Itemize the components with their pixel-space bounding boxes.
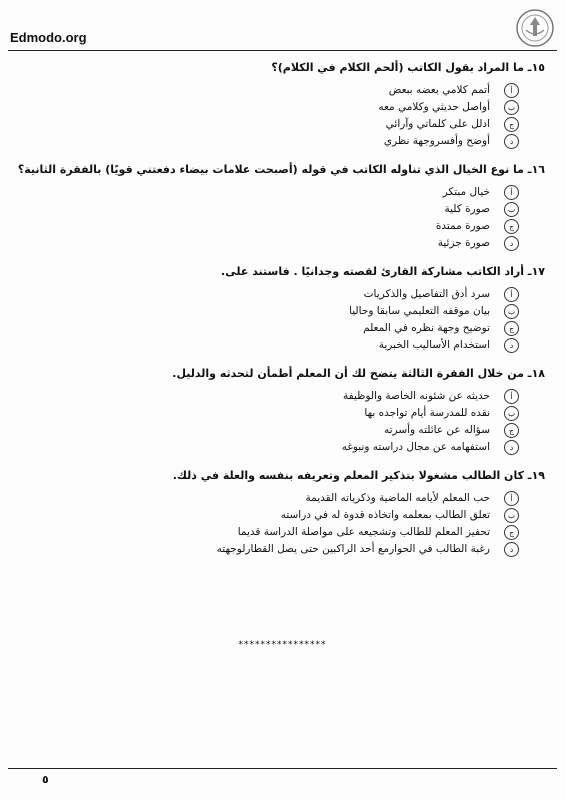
option-text: سؤاله عن عائلته وأسرته <box>383 424 490 436</box>
question <box>20 58 545 150</box>
option-text: استخدام الأساليب الخبرية <box>378 339 490 351</box>
end-separator: **************** <box>238 640 327 650</box>
option[interactable] <box>20 405 519 422</box>
option-letter: ب <box>504 304 519 319</box>
question-title: ١٩ـ كان الطالب مشغولا بتذكير المعلم وتعريفه بنفسه والعلة في ذلك. <box>172 469 545 482</box>
question <box>20 364 545 456</box>
option-text: صورة كلية <box>444 203 490 215</box>
option-letter: ج <box>504 321 519 336</box>
option-letter: أ <box>504 389 519 404</box>
option-letter: ب <box>504 202 519 217</box>
option-letter: ج <box>504 219 519 234</box>
option-text: صورة ممتدة <box>435 220 490 232</box>
question <box>20 262 545 354</box>
option-letter: ج <box>504 525 519 540</box>
option[interactable] <box>20 303 519 320</box>
questions-list <box>17 58 545 568</box>
option[interactable] <box>20 133 519 150</box>
option[interactable] <box>20 337 519 354</box>
option[interactable] <box>20 99 519 116</box>
option-text: سرد أدق التفاصيل والذكريات <box>363 288 490 300</box>
option-text: أوضح وأفسروجهة نظري <box>383 135 490 147</box>
option-text: توضيح وجهة نظره في المعلم <box>363 322 490 334</box>
option-letter: د <box>504 542 519 557</box>
option-text: ادلل على كلماتي وآرائي <box>385 118 490 130</box>
option-letter: ج <box>504 423 519 438</box>
option-text: حديثه عن شئونه الخاصة والوظيفة <box>343 390 490 402</box>
question <box>17 160 545 252</box>
option-text: تعلق الطالب بمعلمه واتخاذه قدوة له في دراسته <box>280 509 490 521</box>
option-letter: د <box>504 338 519 353</box>
option-text: خيال مبتكر <box>442 186 490 198</box>
option[interactable] <box>20 116 519 133</box>
option-letter: أ <box>504 491 519 506</box>
option-text: استفهامه عن مجال دراسته ونبوغه <box>341 441 490 453</box>
option-letter: أ <box>504 185 519 200</box>
option[interactable] <box>20 218 519 235</box>
option-text: أتمم كلامي بعضه ببعض <box>388 84 490 96</box>
option-text: صورة جزئية <box>437 237 490 249</box>
question <box>20 466 545 558</box>
option-letter: د <box>504 134 519 149</box>
option-letter: ج <box>504 117 519 132</box>
page-number: ٥ <box>42 773 49 786</box>
option[interactable] <box>20 320 519 337</box>
option-text: نقده للمدرسة أيام تواجده بها <box>364 407 490 419</box>
option-text: تحفيز المعلم للطالب وتشجيعه على مواصلة الدراسة قديما <box>237 526 490 538</box>
option-letter: أ <box>504 83 519 98</box>
option-text: أواصل حديثي وكلامي معه <box>378 101 490 113</box>
option-letter: د <box>504 440 519 455</box>
option[interactable] <box>20 490 519 507</box>
question-title: ١٥ـ ما المراد بقول الكاتب (ألحم الكلام في الكلام)؟ <box>271 61 545 74</box>
option-text: رغبة الطالب في الحوارمع أحد الراكبين حتى يصل القطارلوجهته <box>216 543 490 555</box>
option-letter: د <box>504 236 519 251</box>
option[interactable] <box>20 184 519 201</box>
option[interactable] <box>20 422 519 439</box>
option[interactable] <box>20 201 519 218</box>
site-name: Edmodo.org <box>10 30 87 45</box>
option[interactable] <box>20 235 519 252</box>
footer-divider <box>8 768 557 769</box>
option[interactable] <box>20 286 519 303</box>
question-title: ١٧ـ أراد الكاتب مشاركة القارئ لقصته وجدانيًا . فاستند على. <box>221 265 545 278</box>
option-text: بيان موقفه التعليمي سابقا وحاليا <box>349 305 490 317</box>
option[interactable] <box>20 439 519 456</box>
option-text: حب المعلم لأيامه الماضية وذكرياته القديمة <box>305 492 490 504</box>
question-title: ١٦ـ ما نوع الخيال الذي تناوله الكاتب في قوله (أصبحت علامات بيضاء دفعتني قويًا) بالفقرة الثانية؟ <box>17 163 545 176</box>
option[interactable] <box>20 82 519 99</box>
option[interactable] <box>20 388 519 405</box>
option-letter: ب <box>504 406 519 421</box>
ministry-logo-icon <box>515 8 555 48</box>
option-letter: ب <box>504 100 519 115</box>
question-title: ١٨ـ من خلال الفقرة الثالثة يتضح لك أن المعلم أطمأن لتحدثه والدليل. <box>172 367 545 380</box>
option[interactable] <box>20 524 519 541</box>
option[interactable] <box>20 541 519 558</box>
option-letter: أ <box>504 287 519 302</box>
page-header <box>0 0 565 52</box>
option-letter: ب <box>504 508 519 523</box>
option[interactable] <box>20 507 519 524</box>
header-divider <box>8 50 557 51</box>
